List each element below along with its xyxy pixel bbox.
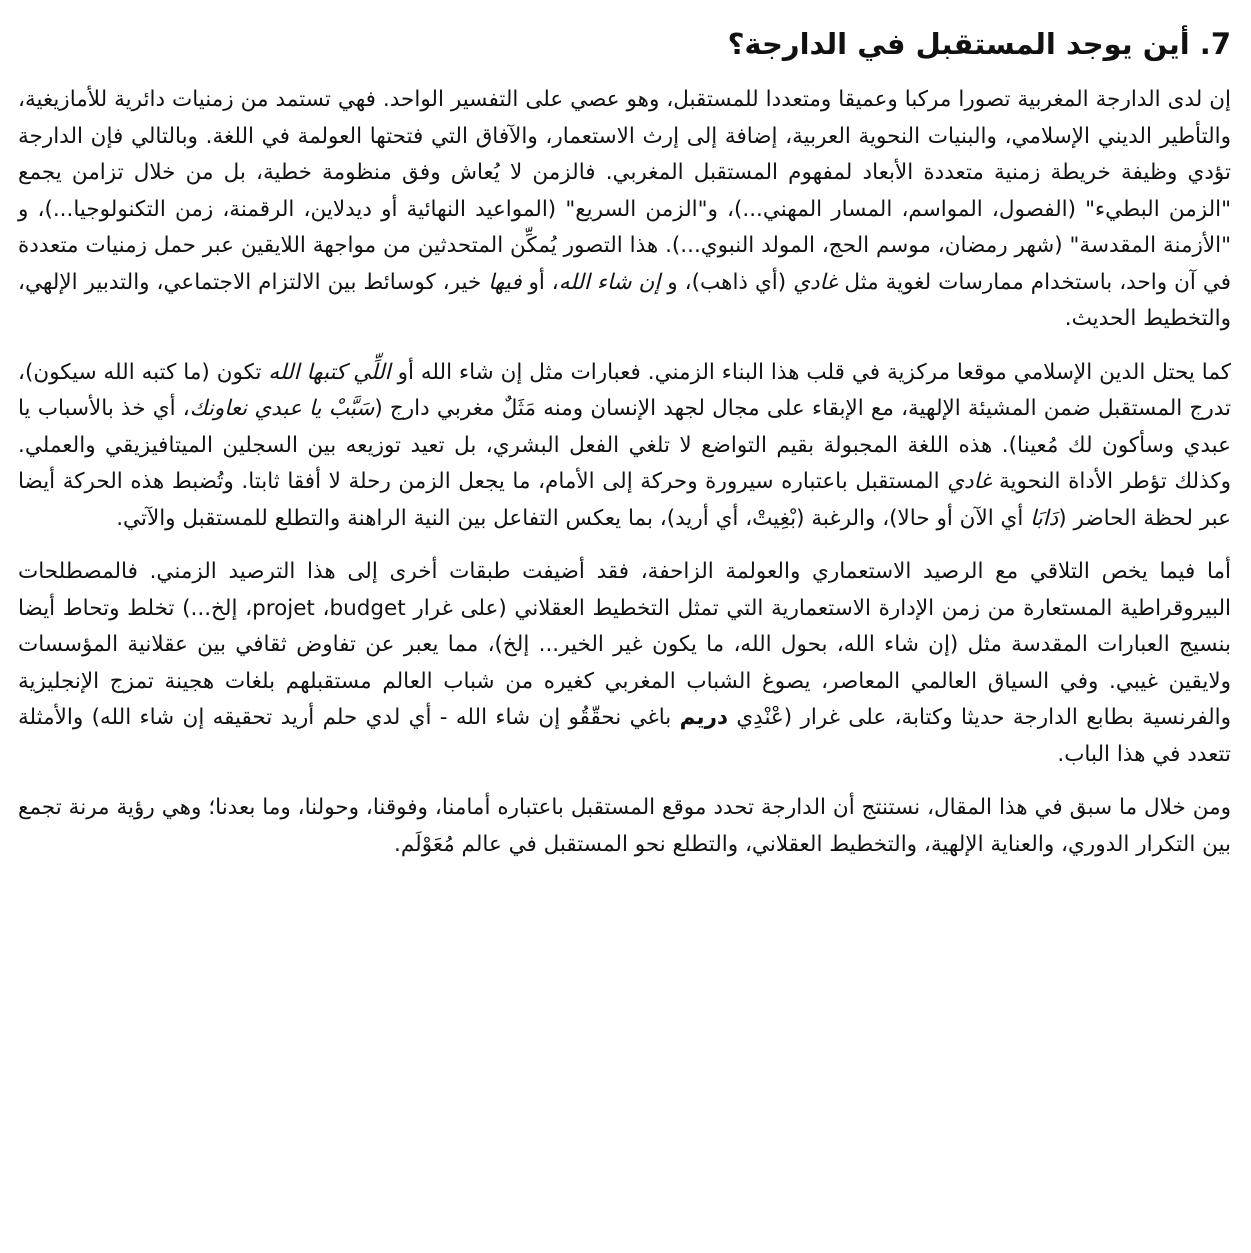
- text-run: ومن خلال ما سبق في هذا المقال، نستنتج أن الدارجة تحدد موقع المستقبل باعتباره أمامنا، وفوقنا، وحولنا، وما بعدنا؛ وهي رؤية مرنة تجمع بين التكرار الدوري، والعناية الإلهية، والتخطيط العقلاني، والتطلع نحو المستقبل في عالم مُعَوْلَم.: [18, 795, 1231, 857]
- paragraph: [18, 554, 1231, 773]
- paragraph: [18, 82, 1231, 338]
- italic-term: دَابَا: [1030, 505, 1059, 531]
- italic-term: فيها: [488, 269, 522, 295]
- text-run: (أي ذاهب)، و: [660, 269, 794, 295]
- paragraph: [18, 790, 1231, 863]
- bold-term: دريم: [679, 705, 728, 730]
- text-run: ،: [314, 595, 330, 621]
- latin-term: projet: [252, 595, 315, 621]
- text-run: أما فيما يخص التلاقي مع الرصيد الاستعماري والعولمة الزاحفة، فقد أضيفت طبقات أخرى إلى هذا الترصيد الزمني. فالمصطلحات البيروقراطية المستعارة من زمن الإدارة الاستعمارية التي تمثل التخطيط العقلاني (على غرار: [18, 559, 1231, 621]
- section-heading: 7. أين يوجد المستقبل في الدارجة؟: [727, 27, 1231, 61]
- text-run: ، إلخ...) تخلط وتحاط أيضا بنسيج العبارات المقدسة مثل (إن شاء الله، بحول الله، ما يكون غير الخير... إلخ)، مما يعبر عن تفاوض ثقافي بين عقلانية المؤسسات ولايقين غيبي. وفي السياق العالمي المعاصر، يصوغ الشباب المغربي كغيره من شباب العالم مستقبلهم بلغات هجينة تمزج الإنجليزية والفرنسية بطابع الدارجة حديثا وكتابة، على غرار (عْنْدِي: [18, 595, 1231, 730]
- text-run: خير، كوسائط بين الالتزام الاجتماعي، والتدبير الإلهي، والتخطيط الحديث.: [18, 269, 1231, 331]
- text-run: باغي نحقّقُو إن شاء الله - أي لدي حلم أريد تحقيقه إن شاء الله) والأمثلة تتعدد في هذا الباب.: [18, 705, 1231, 767]
- text-run: أي الآن أو حالا)، والرغبة (بْغِيتْ، أي أريد)، بما يعكس التفاعل بين النية الراهنة والتطلع للمستقبل والآتي.: [116, 505, 1031, 531]
- italic-term: اللِّي كتبها الله: [268, 359, 391, 385]
- text-run: ، أي خذ بالأسباب يا عبدي وسأكون لك مُعينا). هذه اللغة المجبولة بقيم التواضع لا تلغي الفعل البشري، بل تعيد توزيعه بين السجلين الميتافيزيقي والعملي. وكذلك تؤطر الأداة النحوية: [18, 396, 1231, 494]
- text-run: ، أو: [521, 269, 559, 295]
- italic-term: غادي: [947, 469, 992, 494]
- text-run: كما يحتل الدين الإسلامي موقعا مركزية في قلب هذا البناء الزمني. فعبارات مثل إن شاء الله أو: [390, 359, 1232, 385]
- text-run: تكون (ما كتبه الله سيكون)، تدرج المستقبل ضمن المشيئة الإلهية، مع الإبقاء على مجال لجهد الإنسان ومنه مَثَلٌ مغربي دارج (: [18, 359, 1232, 421]
- paragraph: [18, 355, 1231, 538]
- italic-term: غادي: [793, 269, 838, 295]
- italic-term: سَبَّبْ يا عبدي نعاونك: [189, 396, 375, 421]
- latin-term: budget: [329, 595, 406, 621]
- text-run: إن لدى الدارجة المغربية تصورا مركبا وعميقا ومتعددا للمستقبل، وهو عصي على التفسير الواحد. فهي تستمد من زمنيات دائرية للأمازيغية، والتأطير الديني الإسلامي، والبنيات النحوية العربية، إضافة إلى إرث الاستعمار، والآفاق التي فتحتها العولمة في اللغة. وبالتالي فإن الدارجة تؤدي وظيفة خريطة زمنية متعددة الأبعاد لمفهوم المستقبل المغربي. فالزمن لا يُعاش وفق منظومة خطية، بل من خلال تزامن يجمع "الزمن البطيء" (الفصول، المواسم، المسار المهني...)، و"الزمن السريع" (المواعيد النهائية أو ديدلاين، الرقمنة، زمن التكنولوجيا...)، و "الأزمنة المقدسة" (شهر رمضان، موسم الحج، المولد النبوي...). هذا التصور يُمكِّن المتحدثين من مواجهة اللايقين عبر حمل زمنيات متعددة في آن واحد، باستخدام ممارسات لغوية مثل: [18, 87, 1232, 295]
- text-run: المستقبل باعتباره سيرورة وحركة إلى الأمام، ما يجعل الزمن رحلة لا أفقا ثابتا. وتُضبط هذه الحركة أيضا عبر لحظة الحاضر (: [18, 469, 1231, 531]
- italic-term: إن شاء الله: [558, 269, 661, 295]
